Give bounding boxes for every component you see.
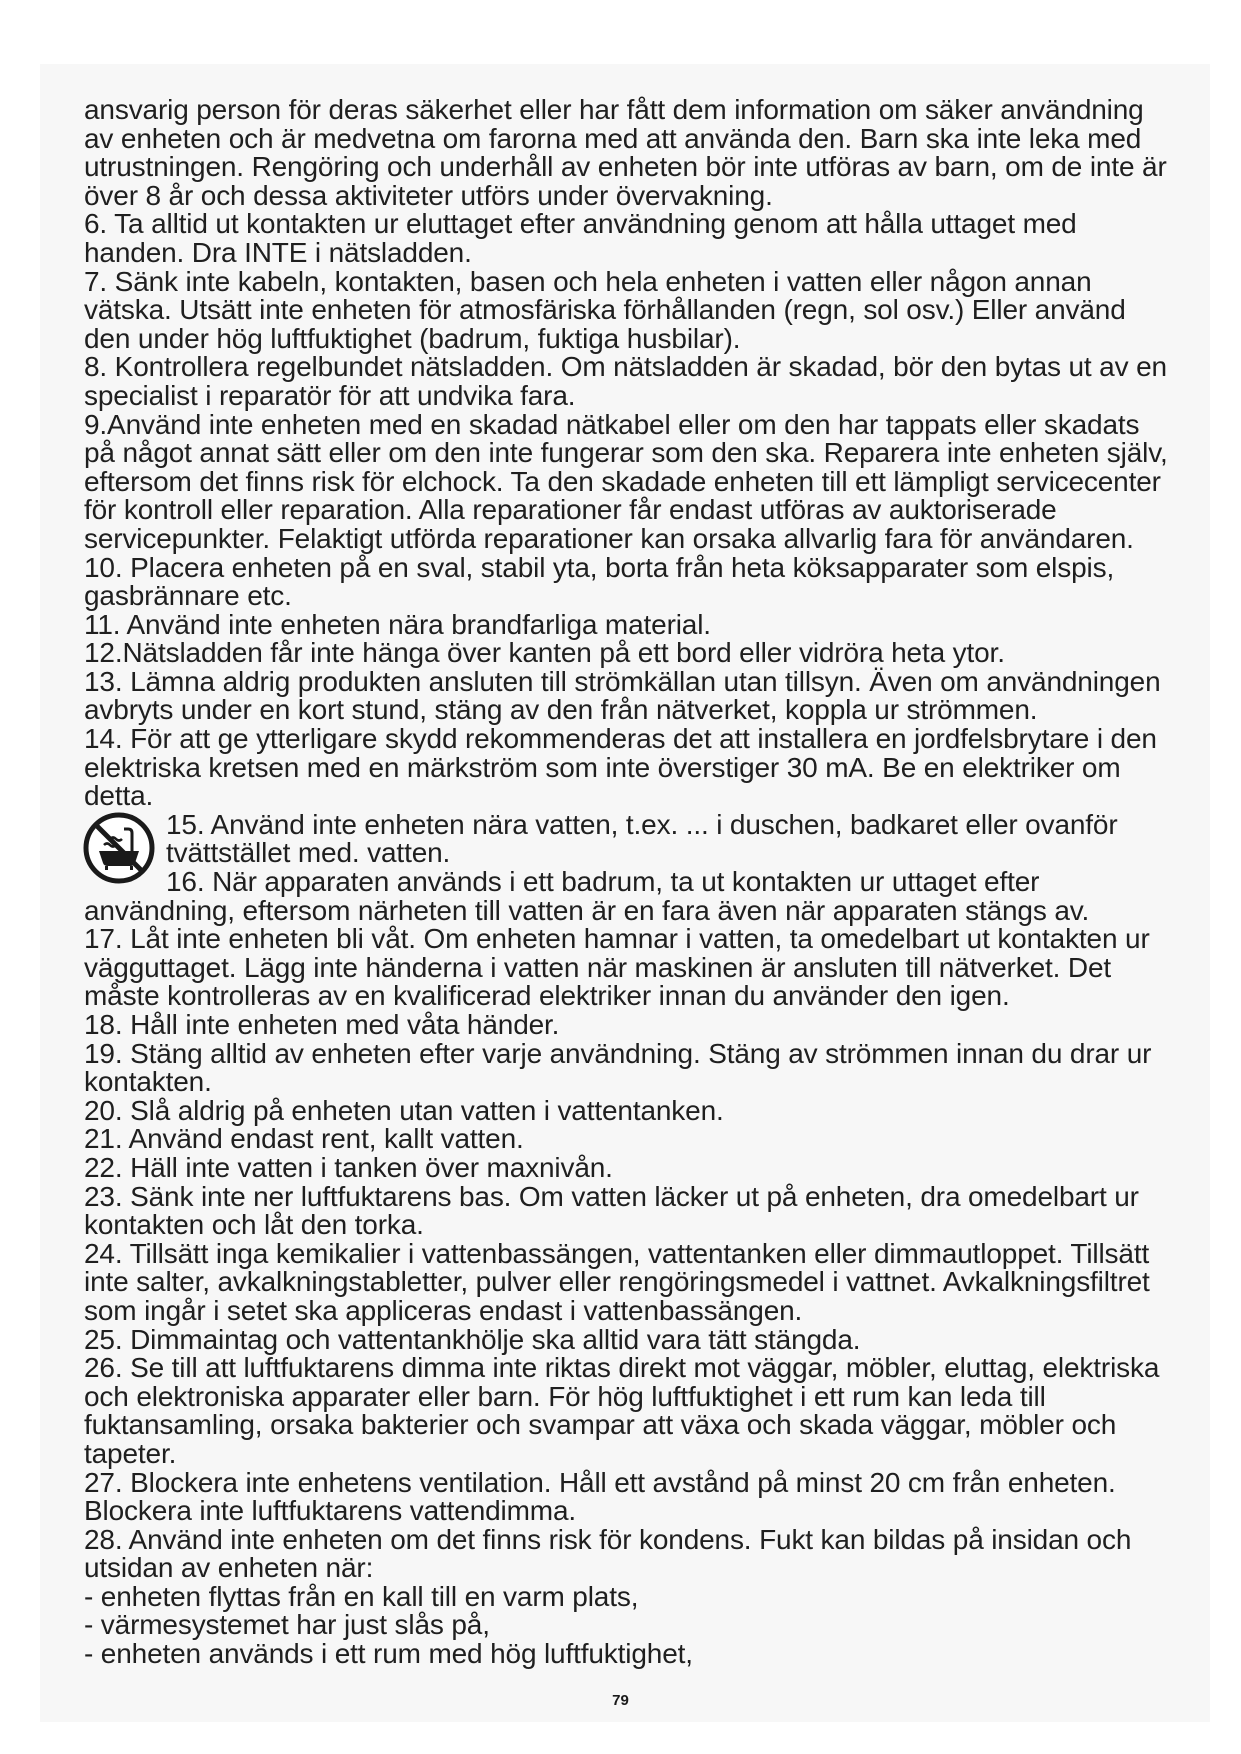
text-line: 10. Placera enheten på en sval, stabil yta, borta från heta köksapparater som elspis, (84, 551, 1115, 583)
text-line: 7. Sänk inte kabeln, kontakten, basen och hela enheten i vatten eller någon annan (84, 265, 1092, 297)
text-line: 8. Kontrollera regelbundet nätsladden. Om nätsladden är skadad, bör den bytas ut av en (84, 351, 1167, 383)
text-line: fuktansamling, orsaka bakterier och svampar att växa och skada väggar, möbler och (84, 1409, 1117, 1441)
text-line: som ingår i setet ska appliceras endast i vattenbassängen. (84, 1294, 803, 1326)
text-line: 17. Låt inte enheten bli våt. Om enheten hamnar i vatten, ta omedelbart ut kontakten ur (84, 923, 1150, 955)
text-line: för kontroll eller reparation. Alla reparationer får endast utföras av auktoriserade (84, 494, 1057, 526)
text-line: vägguttaget. Lägg inte händerna i vatten när maskinen är ansluten till nätverket. Det (84, 951, 1112, 983)
text-line: Blockera inte luftfuktarens vattendimma. (84, 1495, 577, 1527)
text-line: 19. Stäng alltid av enheten efter varje användning. Stäng av strömmen innan du drar ur (84, 1037, 1152, 1069)
text-line: kontakten. (84, 1066, 212, 1098)
text-line: 9.Använd inte enheten med en skadad nätkabel eller om den har tappats eller skadats (84, 408, 1140, 440)
text-line: 14. För att ge ytterligare skydd rekommenderas det att installera en jordfelsbrytare i den (84, 723, 1157, 755)
text-line: 22. Häll inte vatten i tanken över maxnivån. (84, 1151, 613, 1183)
text-line: tvättstället med. vatten. (166, 837, 451, 869)
instruction-text (84, 96, 1174, 1669)
text-line: - enheten flyttas från en kall till en varm plats, (84, 1580, 639, 1612)
text-line: användning, eftersom närheten till vatten är en fara även när apparaten stängs av. (84, 894, 1090, 926)
text-line: 18. Håll inte enheten med våta händer. (84, 1009, 560, 1040)
text-line: 23. Sänk inte ner luftfuktarens bas. Om vatten läcker ut på enheten, dra omedelbart ur (84, 1180, 1139, 1212)
text-line: 11. Använd inte enheten nära brandfarliga material. (84, 608, 711, 640)
text-line: vätska. Utsätt inte enheten för atmosfäriska förhållanden (regn, sol osv.) Eller använd (84, 294, 1126, 326)
text-line: tapeter. (84, 1437, 177, 1469)
text-line: 12.Nätsladden får inte hänga över kanten på ett bord eller vidröra heta ytor. (84, 637, 1005, 669)
text-line: 15. Använd inte enheten nära vatten, t.ex. ... i duschen, badkaret eller ovanför (166, 808, 1118, 840)
text-line: 16. När apparaten används i ett badrum, ta ut kontakten ur uttaget efter (166, 866, 1040, 898)
text-line: 13. Lämna aldrig produkten ansluten till strömkällan utan tillsyn. Även om användningen (84, 665, 1161, 697)
text-line: servicepunkter. Felaktigt utförda reparationer kan orsaka allvarlig fara för användaren. (84, 522, 1134, 554)
text-line: den under hög luftfuktighet (badrum, fuktiga husbilar). (84, 322, 741, 354)
text-line: gasbrännare etc. (84, 580, 292, 612)
text-line: detta. (84, 780, 154, 812)
text-line: ansvarig person för deras säkerhet eller har fått dem information om säker användning (84, 94, 1144, 125)
text-line: och elektroniska apparater eller barn. För hög luftfuktighet i ett rum kan leda till (84, 1380, 1046, 1412)
text-line: handen. Dra INTE i nätsladden. (84, 236, 472, 268)
text-line: 28. Använd inte enheten om det finns risk för kondens. Fukt kan bildas på insidan och (84, 1523, 1132, 1555)
text-line: kontakten och låt den torka. (84, 1209, 424, 1241)
text-line: måste kontrolleras av en kvalificerad elektriker innan du använder den igen. (84, 980, 1010, 1012)
text-line: på något annat sätt eller om den inte fungerar som den ska. Reparera inte enheten själv, (84, 437, 1168, 469)
text-line: 20. Slå aldrig på enheten utan vatten i vattentanken. (84, 1094, 724, 1126)
text-line: 26. Se till att luftfuktarens dimma inte riktas direkt mot väggar, möbler, eluttag, elektriska (84, 1352, 1160, 1384)
text-line: avbryts under en kort stund, stäng av den från nätverket, koppla ur strömmen. (84, 694, 1038, 726)
text-line: - värmesystemet har just slås på, (84, 1609, 490, 1641)
no-bathtub-icon (82, 811, 156, 885)
text-line: över 8 år och dessa aktiviteter utförs under övervakning. (84, 179, 773, 211)
text-line: 21. Använd endast rent, kallt vatten. (84, 1123, 524, 1155)
text-line: av enheten och är medvetna om farorna med att använda den. Barn ska inte leka med (84, 122, 1142, 154)
text-line: 27. Blockera inte enhetens ventilation. Håll ett avstånd på minst 20 cm från enheten. (84, 1466, 1116, 1498)
text-line: eftersom det finns risk för elchock. Ta den skadade enheten till ett lämpligt servicecenter (84, 465, 1161, 497)
text-line: - enheten används i ett rum med hög luftfuktighet, (84, 1638, 693, 1670)
text-line: 24. Tillsätt inga kemikalier i vattenbassängen, vattentanken eller dimmautloppet. Tillsätt (84, 1237, 1150, 1269)
text-line: elektriska kretsen med en märkström som inte överstiger 30 mA. Be en elektriker om (84, 751, 1121, 783)
text-line: utsidan av enheten när: (84, 1552, 374, 1584)
text-line: 6. Ta alltid ut kontakten ur eluttaget efter användning genom att hålla uttaget med (84, 208, 1077, 240)
text-line: inte salter, avkalkningstabletter, pulver eller rengöringsmedel i vattnet. Avkalkningsfiltret (84, 1266, 1150, 1298)
text-line: utrustningen. Rengöring och underhåll av enheten bör inte utföras av barn, om de inte är (84, 151, 1167, 183)
text-line: 25. Dimmaintag och vattentankhölje ska alltid vara tätt stängda. (84, 1323, 861, 1355)
page-number: 79 (612, 1692, 629, 1709)
text-line: specialist i reparatör för att undvika fara. (84, 379, 576, 411)
